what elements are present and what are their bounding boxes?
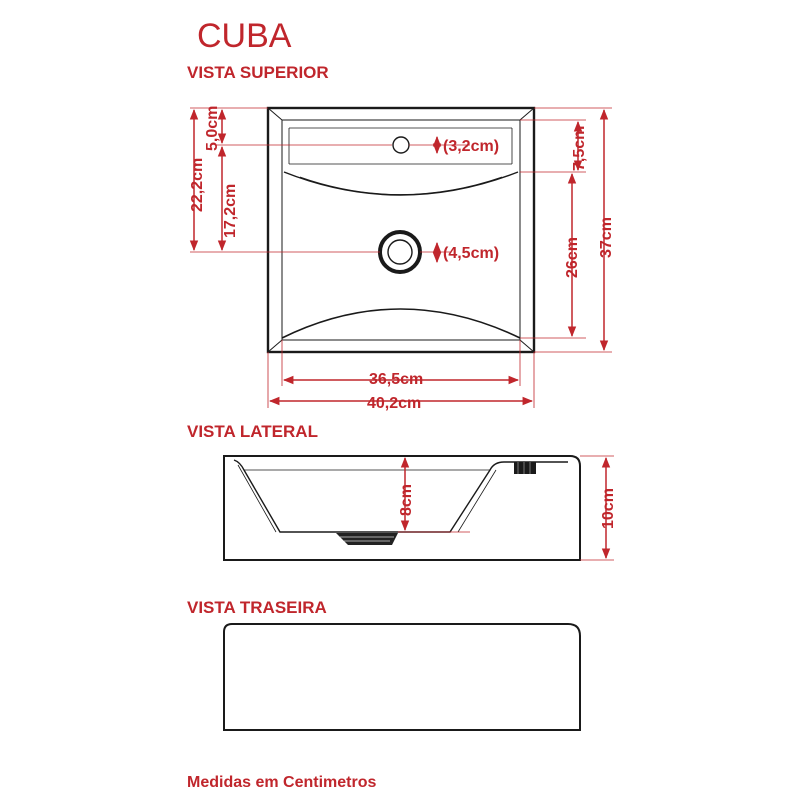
faucet-hole xyxy=(393,137,409,153)
label-total-width: 40,2cm xyxy=(367,395,422,412)
drain-hole xyxy=(380,232,420,272)
label-total-depth: 37cm xyxy=(598,217,615,258)
label-drain-diameter: (4,5cm) xyxy=(443,245,500,262)
top-view-dimensions xyxy=(189,106,615,412)
label-total-height: 10cm xyxy=(600,488,617,529)
bowl-front-curve xyxy=(282,309,520,338)
side-view-dimensions xyxy=(398,456,617,560)
label-faucet-diameter: (3,2cm) xyxy=(443,138,500,155)
section-heading-side-view: VISTA LATERAL xyxy=(187,422,318,441)
section-heading-back-view: VISTA TRASEIRA xyxy=(187,598,327,617)
drain-valve xyxy=(336,533,398,545)
label-deck-depth: 7,5cm xyxy=(571,125,588,171)
back-view-drawing xyxy=(224,624,580,730)
bowl-back-curve xyxy=(284,172,518,195)
section-heading-top-view: VISTA SUPERIOR xyxy=(187,63,329,82)
label-faucet-offset: 5,0cm xyxy=(204,105,221,151)
diagram-title: CUBA xyxy=(197,17,292,55)
label-bowl-height: 8cm xyxy=(398,483,415,516)
faucet-nub xyxy=(514,462,536,474)
label-drain-inner: 17,2cm xyxy=(222,183,239,238)
footer-units-note: Medidas em Centimetros xyxy=(187,774,377,791)
label-drain-outer: 22,2cm xyxy=(189,157,206,212)
label-inner-width: 36,5cm xyxy=(369,371,424,388)
back-view-outline xyxy=(224,624,580,730)
label-bowl-depth: 26cm xyxy=(564,237,581,278)
